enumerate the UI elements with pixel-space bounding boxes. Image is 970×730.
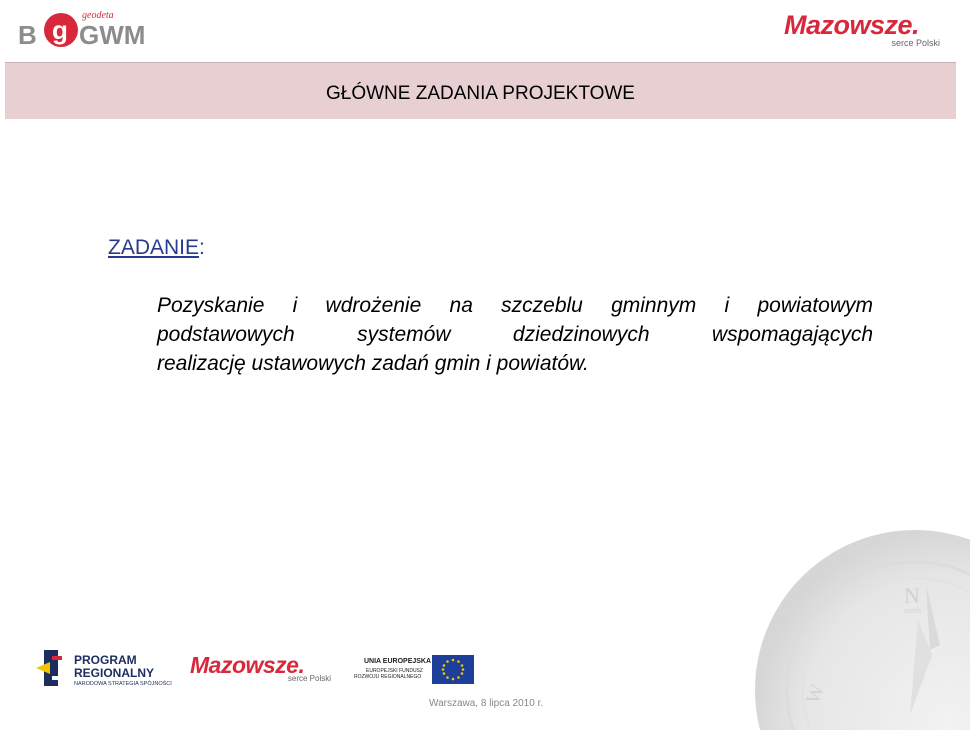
mazowsze-logo-bottom — [190, 650, 335, 686]
section-heading-colon: : — [199, 236, 205, 259]
program-logo-line1: PROGRAM — [74, 653, 137, 667]
body-line: Pozyskanie i wdrożenie na szczeblu gminnym i powiatowym — [157, 294, 873, 317]
eu-flag-icon — [432, 655, 474, 684]
svg-text:g: g — [52, 15, 68, 45]
gwm-logo-text: GWM — [79, 20, 146, 50]
svg-text:N: N — [904, 583, 920, 608]
eu-logo-line1: UNIA EUROPEJSKA — [364, 658, 432, 665]
section-body — [157, 291, 873, 378]
footer-date: Warszawa, 8 lipca 2010 r. — [429, 698, 544, 709]
gwm-logo-subtext: geodeta — [82, 10, 114, 21]
svg-text:B: B — [18, 20, 37, 50]
section-heading-text: ZADANIE — [108, 236, 200, 259]
mazowsze-logo-bottom-subtext: serce Polski — [287, 674, 331, 683]
body-line: podstawowych systemów dziedzinowych wspomagających — [157, 323, 873, 346]
svg-text:W: W — [802, 681, 830, 707]
mazowsze-logo-subtext: serce Polski — [891, 38, 940, 48]
eu-logo-line2: EUROPEJSKI FUNDUSZ — [366, 668, 423, 674]
section-heading — [108, 236, 205, 260]
slide-title: GŁÓWNE ZADANIA PROJEKTOWE — [326, 83, 635, 104]
compass-watermark-icon — [740, 525, 970, 725]
eu-logo-line3: ROZWOJU REGIONALNEGO — [354, 674, 422, 680]
mazowsze-logo-top — [784, 10, 946, 50]
gwm-logo — [16, 6, 146, 52]
nss-emblem-icon — [36, 646, 66, 690]
body-line: realizację ustawowych zadań gmin i powiatów. — [157, 352, 589, 375]
program-logo-line3: NARODOWA STRATEGIA SPÓJNOŚCI — [74, 681, 172, 687]
svg-text:north: north — [904, 606, 921, 615]
title-band — [5, 62, 956, 119]
eu-logo — [354, 655, 476, 685]
program-logo-line2: REGIONALNY — [74, 666, 155, 680]
mazowsze-logo-text: Mazowsze. — [784, 10, 920, 40]
mazowsze-logo-bottom-text: Mazowsze. — [190, 652, 305, 678]
program-regionalny-logo — [36, 644, 176, 694]
